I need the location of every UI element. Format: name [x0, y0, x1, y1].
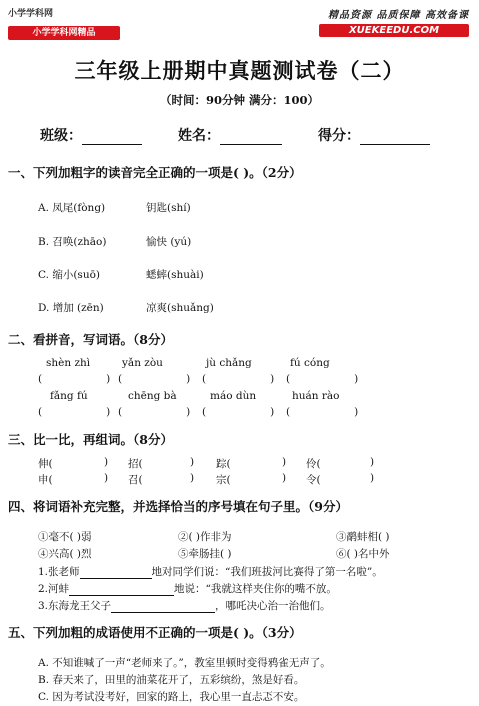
- page-title: 三年级上册期中真题测试卷（二）: [74, 58, 405, 83]
- q3-item-6[interactable]: 召(: [128, 474, 143, 486]
- header-right: [319, 6, 469, 37]
- q1-d-word1: D. 增加 (zēn): [38, 302, 104, 314]
- q4-item-6[interactable]: ⑥( )名中外: [336, 548, 390, 560]
- paren-open: (: [202, 406, 207, 418]
- q5-heading: 五、下列加粗的成语使用不正确的一项是( )。（3分）: [8, 625, 302, 640]
- q3-item-4[interactable]: 伶(: [306, 458, 321, 470]
- q3-close-1: ): [104, 456, 109, 468]
- q1-a-word1: A. 凤尾(fòng): [38, 202, 106, 214]
- q2-box-2[interactable]: [118, 373, 190, 385]
- q2-box-7[interactable]: [202, 406, 274, 418]
- q5-option-c[interactable]: C. 因为考试没考好，回家的路上，我心里一直忐忑不安。: [38, 691, 305, 703]
- class-label: 班级：: [40, 128, 82, 144]
- q4-sentence-2: [38, 581, 337, 596]
- q4-s3-start: 3.东海龙王父子: [38, 600, 112, 612]
- q3-close-7: ): [282, 472, 287, 484]
- q4-s1-blank[interactable]: [80, 566, 152, 579]
- q1-a-word2: 钥匙(shí): [146, 202, 191, 214]
- q2-pinyin-5: fǎng fú: [50, 390, 88, 402]
- q1-option-a[interactable]: [38, 200, 191, 215]
- q2-box-5[interactable]: [38, 406, 110, 418]
- q4-item-4[interactable]: ④兴高( )烈: [38, 548, 92, 560]
- q3-item-5[interactable]: 申(: [38, 474, 53, 486]
- domain-badge: XUEKEEDU.COM: [319, 24, 469, 37]
- q4-sentence-3: [38, 598, 331, 613]
- q5-option-b[interactable]: B. 春天来了，田里的油菜花开了，五彩缤纷，煞是好看。: [38, 674, 305, 686]
- q3-item-3[interactable]: 踪(: [216, 458, 231, 470]
- q4-s2-blank[interactable]: [69, 583, 174, 596]
- slogan: 精品资源 品质保障 高效备课: [328, 10, 469, 21]
- q1-option-b[interactable]: [38, 234, 192, 249]
- paren-open: (: [38, 406, 43, 418]
- q4-item-1[interactable]: ①毫不( )弱: [38, 531, 92, 543]
- score-blank[interactable]: [360, 130, 430, 145]
- q4-heading: 四、将词语补充完整，并选择恰当的序号填在句子里。（9分）: [8, 499, 348, 514]
- q2-pinyin-1: shèn zhì: [46, 357, 91, 369]
- q4-s2-start: 2.河蚌: [38, 583, 70, 595]
- score-label: 得分：: [318, 128, 360, 144]
- q1-c-word1: C. 缩小(suō): [38, 269, 101, 281]
- class-blank[interactable]: [82, 130, 142, 145]
- q2-pinyin-6: chēng bà: [128, 390, 177, 402]
- q4-item-3[interactable]: ③鹬蚌相( ): [336, 531, 390, 543]
- q3-close-4: ): [370, 456, 375, 468]
- q3-heading: 三、比一比，再组词。（8分）: [8, 432, 173, 447]
- paren-close: ): [186, 406, 191, 418]
- paren-close: ): [106, 373, 111, 385]
- paren-open: (: [118, 406, 123, 418]
- q2-pinyin-7: máo dùn: [210, 390, 257, 402]
- q3-item-8[interactable]: 令(: [306, 474, 321, 486]
- paren-close: ): [106, 406, 111, 418]
- q3-close-8: ): [370, 472, 375, 484]
- name-blank[interactable]: [220, 130, 282, 145]
- q2-box-3[interactable]: [202, 373, 274, 385]
- q2-pinyin-4: fú cóng: [290, 357, 330, 369]
- paren-open: (: [286, 373, 291, 385]
- q3-close-2: ): [190, 456, 195, 468]
- q2-box-8[interactable]: [286, 406, 358, 418]
- q2-pinyin-2: yǎn zòu: [122, 357, 163, 369]
- paren-close: ): [270, 406, 275, 418]
- q2-box-1[interactable]: [38, 373, 110, 385]
- logo-small-text: 小学学科网: [8, 9, 54, 19]
- paren-close: ): [354, 406, 359, 418]
- q4-s2-end: 地说：“我就这样夹住你的嘴不放。: [174, 583, 337, 595]
- paren-open: (: [38, 373, 43, 385]
- q3-close-5: ): [104, 472, 109, 484]
- q1-heading: 一、下列加粗字的读音完全正确的一项是( )。（2分）: [8, 165, 302, 180]
- q1-b-word1: B. 召唤(zhāo): [38, 236, 107, 248]
- q2-box-6[interactable]: [118, 406, 190, 418]
- q1-d-word2: 凉爽(shuǎng): [146, 302, 214, 314]
- q3-item-1[interactable]: 伸(: [38, 458, 53, 470]
- q2-box-4[interactable]: [286, 373, 358, 385]
- q3-close-3: ): [282, 456, 287, 468]
- q4-s3-end: ，哪吒决心治一治他们。: [215, 600, 331, 612]
- q1-option-c[interactable]: [38, 267, 204, 282]
- q4-sentence-1: [38, 564, 383, 579]
- q3-item-7[interactable]: 宗(: [216, 474, 231, 486]
- q4-s3-blank[interactable]: [111, 600, 215, 613]
- name-label: 姓名：: [178, 128, 220, 144]
- page-subtitle: （时间：90分钟 满分：100）: [159, 93, 319, 107]
- q4-item-5[interactable]: ⑤牵肠挂( ): [178, 548, 232, 560]
- paren-open: (: [286, 406, 291, 418]
- q4-s1-end: 地对同学们说：“我们班拔河比赛得了第一名啦”。: [151, 566, 383, 578]
- q4-item-2[interactable]: ②( )作非为: [178, 531, 232, 543]
- q2-pinyin-3: jù chǎng: [206, 357, 252, 369]
- q3-close-6: ): [190, 472, 195, 484]
- q2-heading: 二、看拼音，写词语。（8分）: [8, 332, 173, 347]
- q3-item-2[interactable]: 招(: [128, 458, 143, 470]
- q4-s1-start: 1.张老师: [38, 566, 80, 578]
- q5-option-a[interactable]: A. 不知谁喊了一声“老师来了。”，教室里顿时变得鸦雀无声了。: [38, 657, 331, 669]
- q1-option-d[interactable]: [38, 300, 214, 315]
- q1-c-word2: 蟋蟀(shuài): [146, 269, 204, 281]
- q2-pinyin-8: huán rào: [292, 390, 340, 402]
- logo-badge: 小学学科网精品: [8, 26, 120, 40]
- paren-close: ): [354, 373, 359, 385]
- paren-close: ): [270, 373, 275, 385]
- paren-open: (: [118, 373, 123, 385]
- paren-close: ): [186, 373, 191, 385]
- q1-b-word2: 愉快 (yú): [146, 236, 192, 248]
- paren-open: (: [202, 373, 207, 385]
